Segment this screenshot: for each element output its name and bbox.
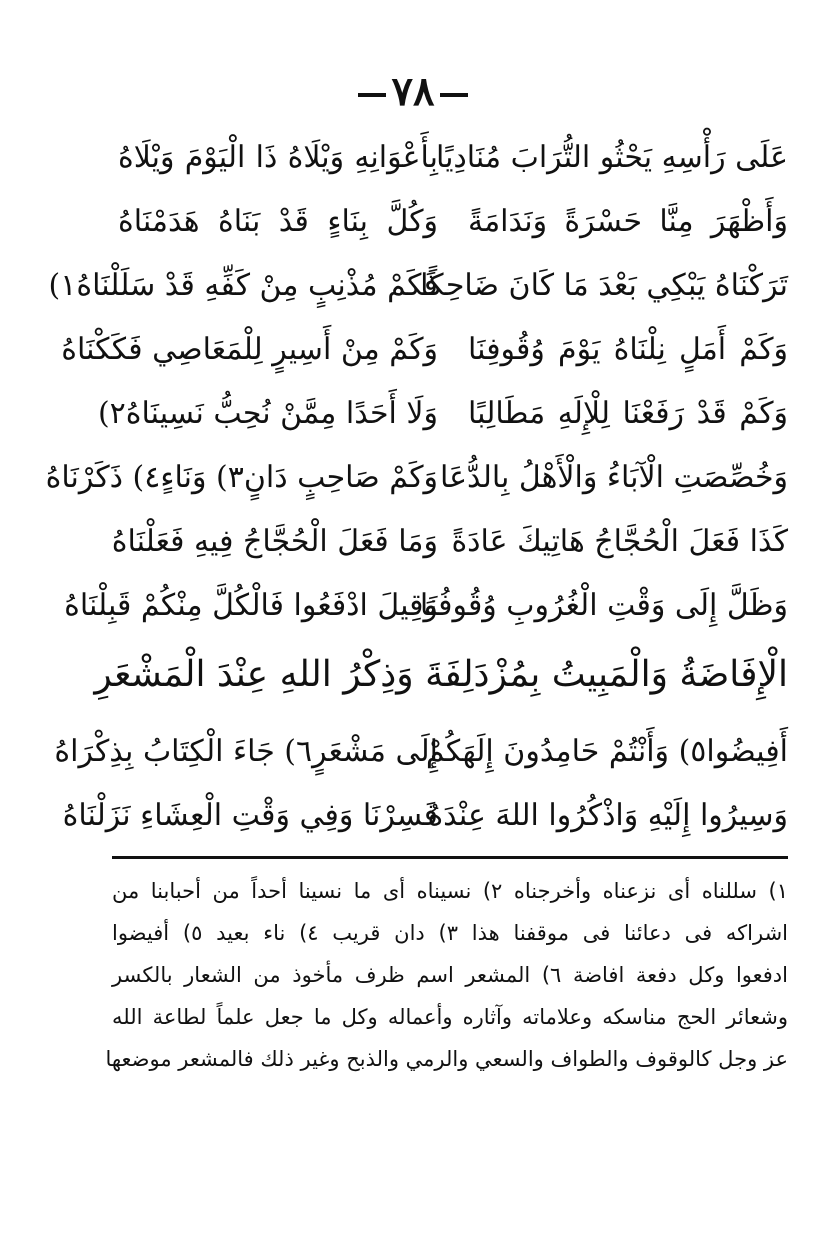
verse-line <box>64 576 788 636</box>
verse-second-hemistich: إِلَى مَشْعَرٍ٦) جَاءَ الْكِتَابُ بِذِكْرَاهُ <box>54 734 438 769</box>
verse-first-hemistich: وَكَمْ قَدْ رَفَعْنَا لِلْإِلَهِ مَطَالِبًا <box>468 396 788 431</box>
verse-second-hemistich: وَكُلَّ بِنَاءٍ قَدْ بَنَاهُ هَدَمْنَاهُ <box>118 204 438 239</box>
verse-line <box>118 192 788 252</box>
verse-second-hemistich: وَمَا فَعَلَ الْحُجَّاجُ فِيهِ فَعَلْنَاهُ <box>111 524 438 559</box>
dash-left <box>440 93 468 97</box>
verse-line <box>111 512 788 572</box>
verse-line <box>45 448 788 508</box>
section-heading: الْإِفَاضَةُ وَالْمَبِيتُ بِمُزْدَلِفَةَ وَذِكْرُ اللهِ عِنْدَ الْمَشْعَرِ <box>94 654 788 695</box>
footnote-line: وشعائر الحج مناسكه وعلاماته وآثاره وأعماله وكل ما جعل علماً لطاعة الله <box>112 1005 788 1029</box>
footnote-line: ادفعوا وكل دفعة افاضة ٦) المشعر اسم ظرف مأخوذ من الشعار بالكسر <box>112 963 788 987</box>
page-number-text: ٧٨ <box>391 68 435 115</box>
footnote-line: اشراكه فى دعائنا فى موقفنا هذا ٣) دان قريب ٤) ناء بعيد ٥) أفيضوا <box>112 921 789 945</box>
verse-first-hemistich: وَكَمْ أَمَلٍ نِلْنَاهُ يَوْمَ وُقُوفِنَا <box>468 332 788 367</box>
verse-first-hemistich: وَسِيرُوا إِلَيْهِ وَاذْكُرُوا اللهَ عِنْدَهُ <box>427 798 788 833</box>
verse-second-hemistich: فَسِرْنَا وَفِي وَقْتِ الْعِشَاءِ نَزَلْنَاهُ <box>62 798 438 833</box>
verse-first-hemistich: وَظَلَّ إِلَى وَقْتِ الْغُرُوبِ وُقُوفُنَا <box>419 588 788 623</box>
dash-right <box>358 93 386 97</box>
verse-first-hemistich: تَرَكْنَاهُ يَبْكِي بَعْدَ مَا كَانَ ضَاحِكًا <box>420 268 788 303</box>
verse-second-hemistich: وَكَمْ مِنْ أَسِيرٍ لِلْمَعَاصِي فَكَكْنَاهُ <box>61 332 438 367</box>
verse-first-hemistich: وَأَظْهَرَ مِنَّا حَسْرَةً وَنَدَامَةً <box>468 204 788 239</box>
verse-second-hemistich: وَقِيلَ ادْفَعُوا فَالْكُلَّ مِنْكُمْ قَبِلْنَاهُ <box>64 588 438 623</box>
verse-line <box>54 722 788 782</box>
verse-second-hemistich: وَلَا أَحَدًا مِمَّنْ نُحِبُّ نَسِينَاهُ٢) <box>97 396 438 431</box>
verse-second-hemistich: فَكَمْ مُذْنِبٍ مِنْ كَفِّهِ قَدْ سَلَلْنَاهُ١) <box>48 268 438 303</box>
verse-first-hemistich: كَذَا فَعَلَ الْحُجَّاجُ هَاتِيكَ عَادَةً <box>451 524 788 559</box>
verse-first-hemistich: أَفِيضُوا٥) وَأَنْتُمْ حَامِدُونَ إِلَهَكُمْ <box>425 734 788 769</box>
verse-first-hemistich: وَخُصِّصَتِ الْآبَاءُ وَالْأَهْلُ بِالدُّعَا <box>439 460 788 495</box>
verse-first-hemistich: عَلَى رَأْسِهِ يَحْثُو التُّرَابَ مُنَادِيًا <box>435 140 788 175</box>
page-number <box>0 68 826 115</box>
verse-second-hemistich: وَكَمْ صَاحِبٍ دَانٍ٣) وَنَاءٍ٤) ذَكَرْنَاهُ <box>45 460 438 495</box>
verse-line <box>97 384 788 444</box>
verse-line <box>118 128 788 188</box>
verse-second-hemistich: بِأَعْوَانِهِ وَيْلَاهُ ذَا الْيَوْمَ وَيْلَاهُ <box>118 140 438 175</box>
footnote-divider <box>112 856 788 859</box>
verse-line <box>48 256 788 316</box>
verse-line <box>61 320 788 380</box>
footnotes <box>105 870 789 1120</box>
footnote-line: ١) سللناه أى نزعناه وأخرجناه ٢) نسيناه أى ما نسينا أحداً من أحبابنا من <box>112 879 788 903</box>
footnote-line: عز وجل كالوقوف والطواف والسعي والرمي والذبح وغير ذلك فالمشعر موضعها <box>105 1047 788 1071</box>
verse-line <box>62 786 788 846</box>
